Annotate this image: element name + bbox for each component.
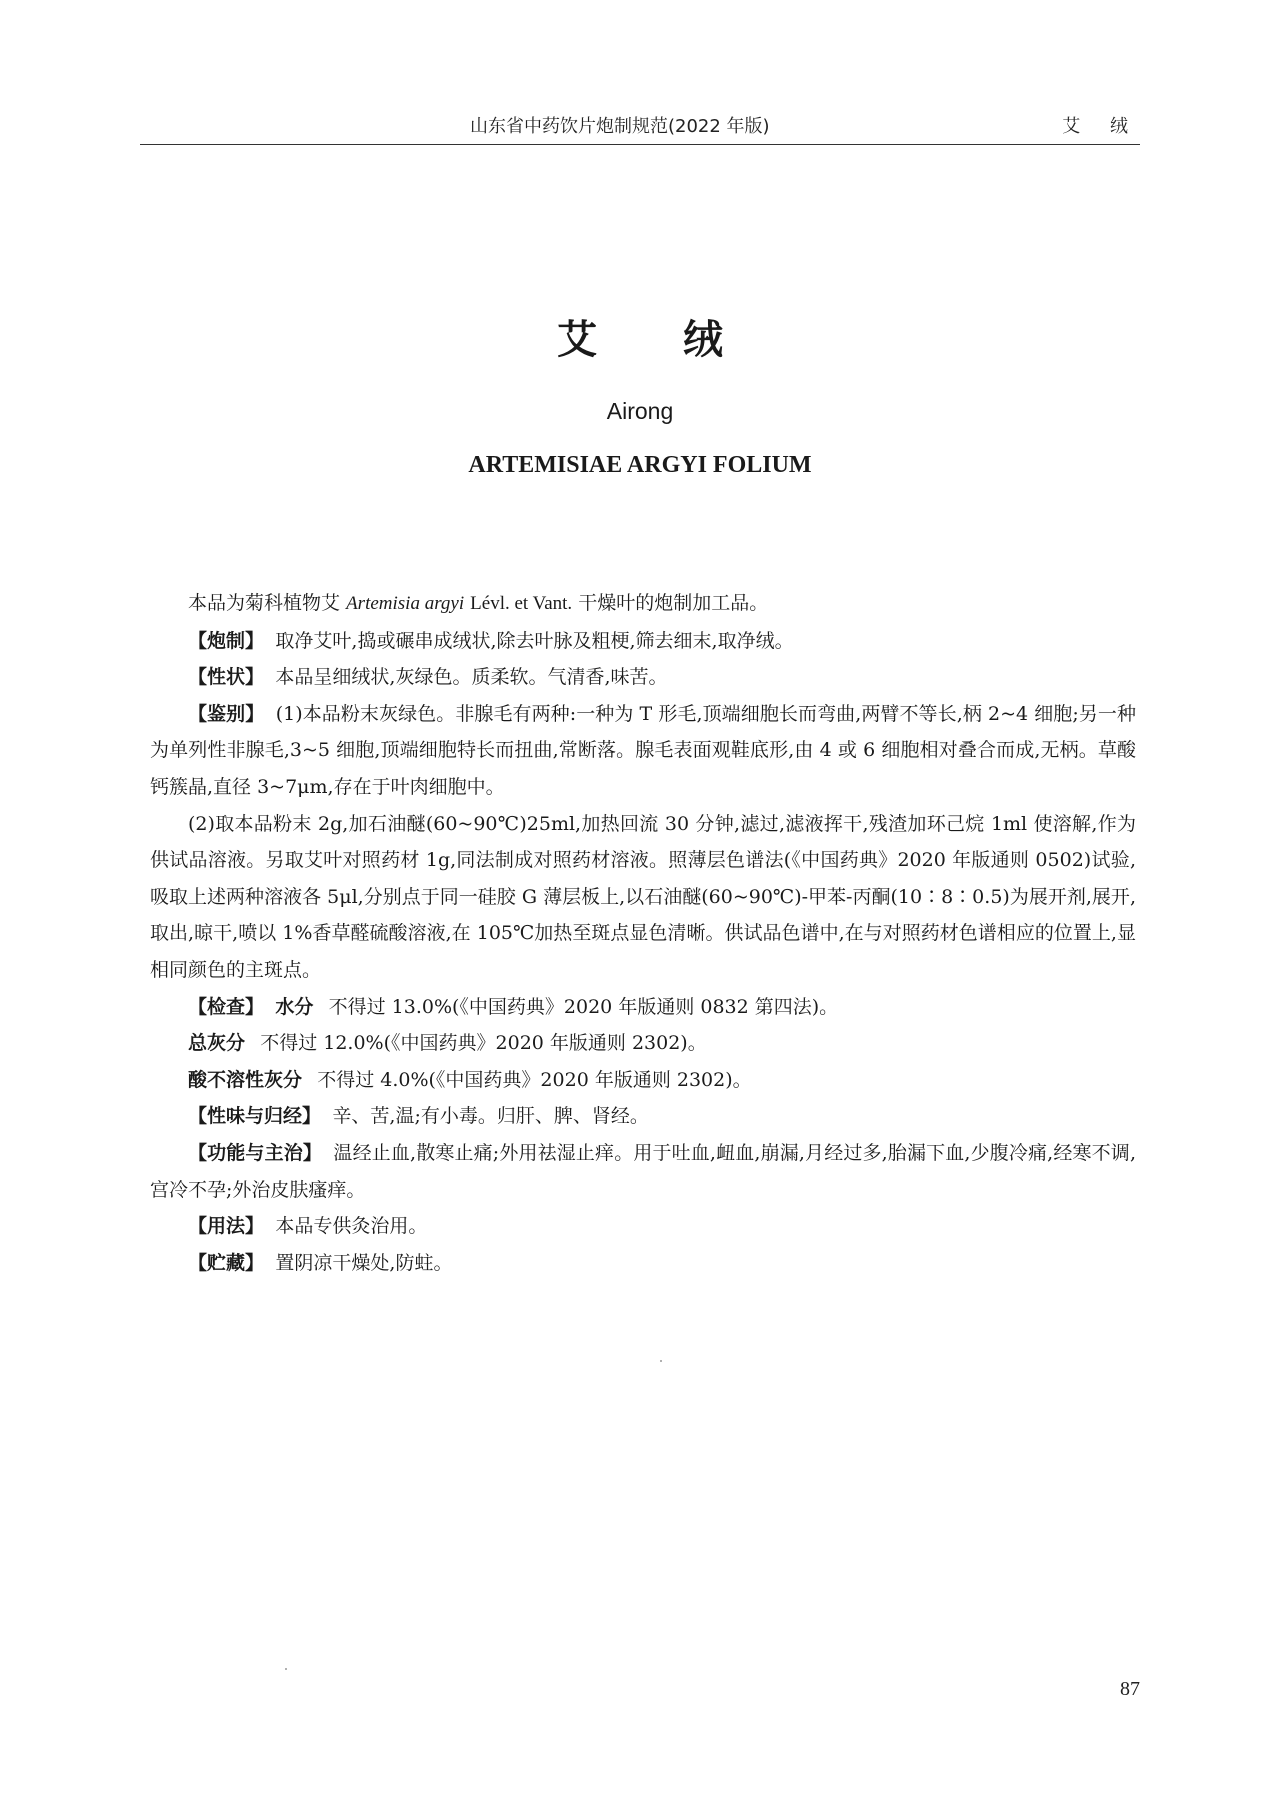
storage-section bbox=[150, 1245, 1136, 1282]
nature-label: 【性味与归经】 bbox=[188, 1105, 322, 1128]
species-author: Lévl. et Vant. bbox=[470, 593, 573, 614]
identification-text-2: (2)取本品粉末 2g,加石油醚(60~90℃)25ml,加热回流 30 分钟,滤过,滤液挥干,残渣加环己烷 1ml 使溶解,作为供试品溶液。另取艾叶对照药材 1g,同法制成对照药材溶液。照薄层色谱法(《中国药典》2020 年版通则 0502)试验,吸取上述两种溶液各 5μl,分别点于同一硅胶 G 薄层板上,以石油醚(60~90℃)-甲苯-丙酮(10∶8∶0.5)为展开剂,展开,取出,晾干,喷以 1%香草醛硫酸溶液,在 105℃加热至斑点显色清晰。供试品色谱中,在与对照药材色谱相应的位置上,显相同颜色的主斑点。 bbox=[150, 812, 1136, 981]
species-name: Artemisia argyi bbox=[346, 593, 465, 614]
usage-label: 【用法】 bbox=[188, 1215, 265, 1238]
inspection-section bbox=[150, 989, 1136, 1026]
identification-paragraph-2 bbox=[150, 806, 1136, 989]
description-text: 本品呈细绒状,灰绿色。质柔软。气清香,味苦。 bbox=[275, 666, 668, 689]
storage-text: 置阴凉干燥处,防蛀。 bbox=[275, 1251, 453, 1274]
processing-text: 取净艾叶,捣或碾串成绒状,除去叶脉及粗梗,筛去细末,取净绒。 bbox=[275, 629, 794, 652]
pinyin-title: Airong bbox=[606, 398, 674, 424]
moisture-label: 水分 bbox=[275, 995, 314, 1018]
acid-ash-row bbox=[150, 1062, 1136, 1099]
acid-ash-text: 不得过 4.0%(《中国药典》2020 年版通则 2302)。 bbox=[317, 1068, 752, 1091]
monograph-body bbox=[150, 585, 1136, 1281]
page-number: 87 bbox=[1120, 1678, 1140, 1700]
nature-section bbox=[150, 1098, 1136, 1135]
page-title: 艾 绒 bbox=[557, 317, 759, 363]
intro-text: 本品为菊科植物艾 bbox=[188, 592, 341, 614]
total-ash-row bbox=[150, 1025, 1136, 1062]
title-block bbox=[0, 317, 1280, 478]
acid-ash-label: 酸不溶性灰分 bbox=[188, 1068, 303, 1091]
usage-text: 本品专供灸治用。 bbox=[275, 1215, 428, 1238]
entry-title: 艾 绒 bbox=[1062, 116, 1140, 137]
intro-paragraph bbox=[150, 585, 1136, 623]
book-title: 山东省中药饮片炮制规范(2022 年版) bbox=[470, 116, 770, 137]
total-ash-text: 不得过 12.0%(《中国药典》2020 年版通则 2302)。 bbox=[260, 1032, 707, 1055]
identification-section bbox=[150, 696, 1136, 806]
identification-text-1: (1)本品粉末灰绿色。非腺毛有两种:一种为 T 形毛,顶端细胞长而弯曲,两臂不等长,柄 2~4 细胞;另一种为单列性非腺毛,3~5 细胞,顶端细胞特长而扭曲,常断落。腺毛表面观鞋底形,由 4 或 6 细胞相对叠合而成,无柄。草酸钙簇晶,直径 3~7μm,存在于叶肉细胞中。 bbox=[150, 702, 1136, 798]
intro-text-end: 干燥叶的炮制加工品。 bbox=[578, 592, 769, 614]
scan-speck bbox=[285, 1668, 287, 1670]
function-section bbox=[150, 1135, 1136, 1208]
total-ash-label: 总灰分 bbox=[188, 1032, 246, 1055]
processing-label: 【炮制】 bbox=[188, 629, 265, 652]
inspection-label: 【检查】 bbox=[188, 995, 265, 1018]
processing-section bbox=[150, 623, 1136, 660]
description-section bbox=[150, 659, 1136, 696]
scan-speck bbox=[660, 1360, 662, 1362]
storage-label: 【贮藏】 bbox=[188, 1251, 265, 1274]
nature-text: 辛、苦,温;有小毒。归肝、脾、肾经。 bbox=[332, 1105, 649, 1128]
function-text: 温经止血,散寒止痛;外用祛湿止痒。用于吐血,衄血,崩漏,月经过多,胎漏下血,少腹冷痛,经寒不调,宫冷不孕;外治皮肤瘙痒。 bbox=[150, 1141, 1136, 1201]
moisture-text: 不得过 13.0%(《中国药典》2020 年版通则 0832 第四法)。 bbox=[328, 995, 839, 1018]
running-header bbox=[140, 112, 1140, 145]
usage-section bbox=[150, 1208, 1136, 1245]
description-label: 【性状】 bbox=[188, 666, 265, 689]
identification-label: 【鉴别】 bbox=[188, 702, 265, 725]
function-label: 【功能与主治】 bbox=[188, 1141, 323, 1164]
latin-title: ARTEMISIAE ARGYI FOLIUM bbox=[468, 452, 812, 478]
